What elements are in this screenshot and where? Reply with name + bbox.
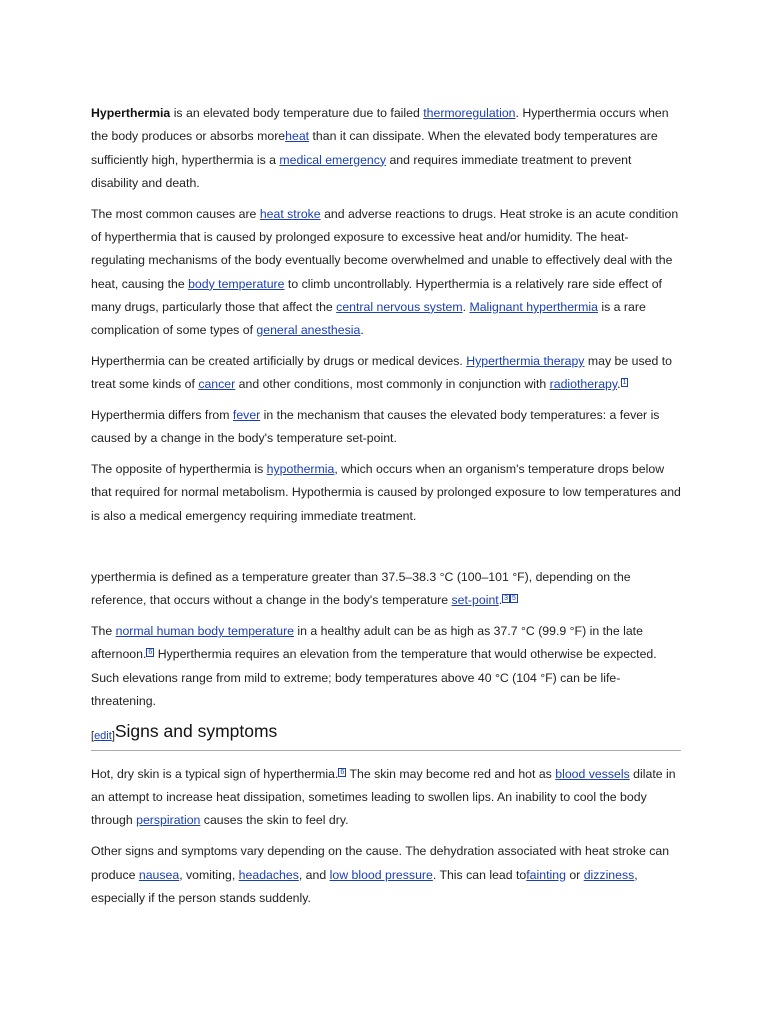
link-body-temperature[interactable]: body temperature xyxy=(188,276,285,291)
link-heat[interactable]: heat xyxy=(285,129,310,144)
text-run: Hyperthermia requires an elevation from the temperature that would otherwise be expected. Such elevations range from mild to extreme; body temperatures above 40 °C (104 °F) can be life-threatening. xyxy=(91,647,657,709)
text-run: . This can lead to xyxy=(432,867,527,882)
text-run: , especially if the person stands suddenly. xyxy=(91,867,638,905)
text-run: and requires immediate treatment to prevent disability and death. xyxy=(91,152,632,190)
link-general-anesthesia[interactable]: general anesthesia xyxy=(256,323,361,338)
text-run: . xyxy=(617,377,621,392)
text-run: The xyxy=(91,624,116,639)
text-run: Hyperthermia can be created artificially by drugs or medical devices. xyxy=(91,353,467,368)
edit-bracket-close: ] xyxy=(111,729,115,742)
text-run: , and xyxy=(298,867,330,882)
text-run: is an elevated body temperature due to failed xyxy=(170,106,424,120)
intro-paragraph-1 xyxy=(91,102,681,195)
link-fever[interactable]: fever xyxy=(232,408,261,423)
text-run: , vomiting, xyxy=(179,867,239,882)
edit-section-control xyxy=(91,730,115,742)
link-heat-stroke[interactable]: heat stroke xyxy=(259,206,321,221)
text-run: in the mechanism that causes the elevated body temperatures: a fever is caused by a change in the body's temperature set-point. xyxy=(91,408,660,446)
text-run: . xyxy=(498,593,503,608)
link-thermoregulation[interactable]: thermoregulation xyxy=(423,106,516,120)
intro-paragraph-2 xyxy=(91,203,681,343)
text-run: . Hyperthermia occurs when the body produces or absorbs more xyxy=(91,106,669,144)
signs-paragraph-1 xyxy=(91,763,681,833)
text-run: and other conditions, most commonly in conjunction with xyxy=(235,377,550,392)
article-body xyxy=(91,102,681,918)
link-set-point[interactable]: set-point xyxy=(451,593,499,608)
link-radiotherapy[interactable]: radiotherapy xyxy=(549,377,618,392)
citation-link[interactable]: 5 xyxy=(512,595,516,603)
section-heading-signs-and-symptoms xyxy=(91,719,681,751)
link-cancer[interactable]: cancer xyxy=(198,377,236,392)
link-headaches[interactable]: headaches xyxy=(238,867,299,882)
edit-bracket-open: [ xyxy=(91,729,95,742)
text-run: than it can dissipate. When the elevated body temperatures are sufficiently high, hyperthermia is a xyxy=(91,129,658,167)
link-hypothermia[interactable]: hypothermia xyxy=(266,462,335,477)
text-run: causes the skin to feel dry. xyxy=(200,813,349,828)
link-normal-human-body-temperature[interactable]: normal human body temperature xyxy=(115,624,295,639)
link-central-nervous-system[interactable]: central nervous system xyxy=(336,299,463,314)
text-run: is a rare complication of some types of xyxy=(91,299,646,338)
link-fainting[interactable]: fainting xyxy=(526,867,566,882)
definition-paragraph-2 xyxy=(91,620,681,713)
citation-link[interactable]: 3 xyxy=(504,595,509,603)
text-run: may be used to treat some kinds of xyxy=(91,353,672,392)
link-hyperthermia-therapy[interactable]: Hyperthermia therapy xyxy=(466,353,585,368)
link-malignant-hyperthermia[interactable]: Malignant hyperthermia xyxy=(469,299,598,314)
text-run: Other signs and symptoms vary depending on the cause. The dehydration associated with heat stroke can produce xyxy=(91,844,670,882)
signs-paragraph-2 xyxy=(91,840,681,910)
text-run: The opposite of hyperthermia is xyxy=(91,462,267,477)
citation-superscript xyxy=(502,595,518,602)
text-run: , which occurs when an organism's temperature drops below that required for normal metabolism. Hypothermia is caused by prolonged exposure to low temperatures and is also a medical emergency requiring immediate treatment. xyxy=(91,462,681,523)
citation-link[interactable]: 6 xyxy=(148,649,153,657)
text-run: in a healthy adult can be as high as 37.7 °C (99.9 °F) in the late afternoon. xyxy=(91,624,643,662)
text-run: Hot, dry skin is a typical sign of hyperthermia. xyxy=(91,766,339,781)
text-run: The most common causes are xyxy=(91,206,260,221)
link-perspiration[interactable]: perspiration xyxy=(136,813,201,828)
intro-paragraph-3 xyxy=(91,350,681,397)
section-title: Signs and symptoms xyxy=(114,720,278,741)
text-run: The skin may become red and hot as xyxy=(346,766,556,781)
link-low-blood-pressure[interactable]: low blood pressure xyxy=(329,867,433,882)
link-medical-emergency[interactable]: medical emergency xyxy=(279,152,387,167)
text-run: . xyxy=(360,323,364,338)
citation-link[interactable]: 6 xyxy=(340,768,345,776)
text-run: dilate in an attempt to increase heat dissipation, sometimes leading to swollen lips. An inability to cool the body through xyxy=(91,766,676,828)
citation-superscript xyxy=(621,379,629,386)
intro-paragraph-4 xyxy=(91,404,681,451)
text-run: to climb uncontrollably. Hyperthermia is a relatively rare side effect of many drugs, particularly those that affect the xyxy=(91,276,662,314)
definition-paragraph-1 xyxy=(91,566,681,613)
edit-section-link[interactable]: edit xyxy=(94,729,112,742)
link-nausea[interactable]: nausea xyxy=(138,867,180,882)
text-run: yperthermia is defined as a temperature greater than 37.5–38.3 °C (100–101 °F), depending on the reference, that occurs without a change in the body's temperature xyxy=(91,570,631,608)
link-blood-vessels[interactable]: blood vessels xyxy=(555,766,630,781)
intro-paragraph-5 xyxy=(91,458,681,528)
link-dizziness[interactable]: dizziness xyxy=(583,867,635,882)
text-run: . xyxy=(462,299,470,314)
text-run: or xyxy=(565,867,584,882)
text-run: and adverse reactions to drugs. Heat stroke is an acute condition of hyperthermia that is caused by prolonged exposure to excessive heat and/or humidity. The heat-regulating mechanisms of the body eventually become overwhelmed and unable to effectively deal with the heat, causing the xyxy=(91,206,679,291)
citation-link[interactable]: 1 xyxy=(622,379,627,387)
text-run: Hyperthermia differs from xyxy=(91,408,233,423)
article-term: Hyperthermia xyxy=(91,106,171,120)
